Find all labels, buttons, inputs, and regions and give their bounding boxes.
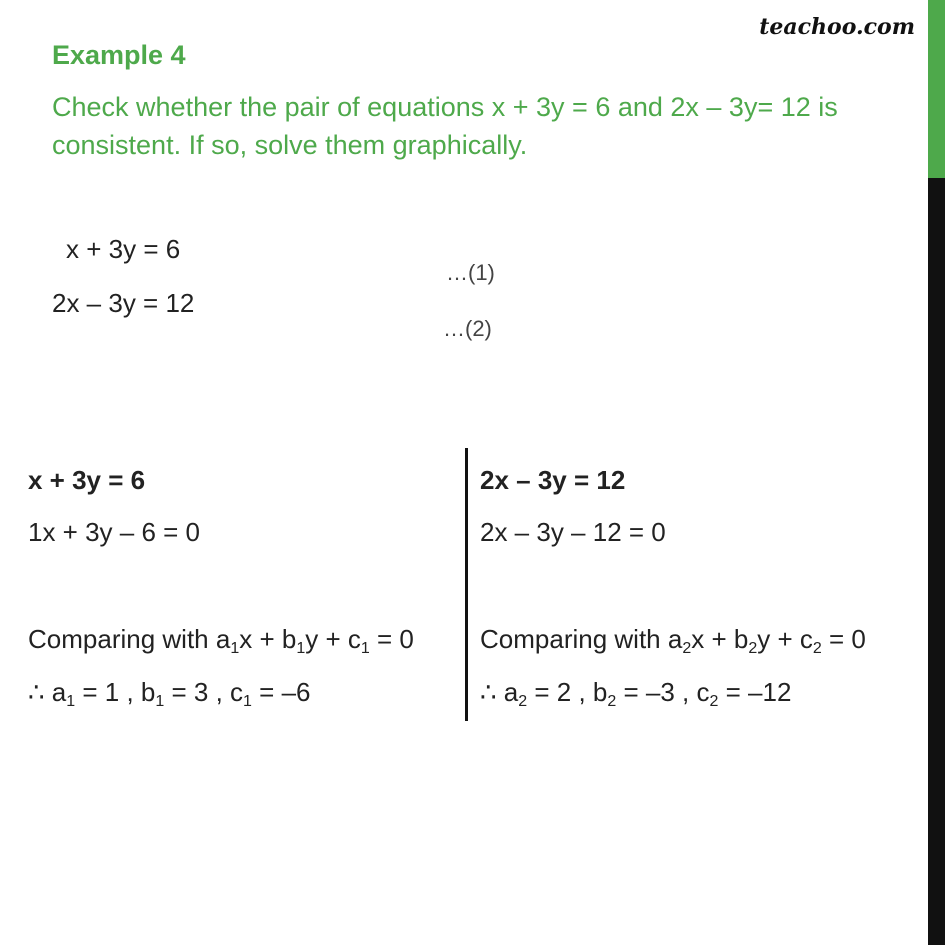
equation-1-ref: …(1) (446, 260, 495, 285)
left-heading: x + 3y = 6 (28, 465, 146, 495)
scrollbar-thumb[interactable] (928, 0, 945, 178)
right-heading: 2x – 3y = 12 (480, 465, 626, 495)
right-coefficients: ∴ $a_2 = 2$ , $b_2 = -3$ , $c_2 = -12$ (480, 677, 792, 710)
left-standard-form: 1x + 3y – 6 = 0 (28, 517, 201, 547)
right-standard-form: 2x – 3y – 12 = 0 (480, 517, 666, 547)
vertical-scrollbar[interactable] (928, 0, 945, 945)
example-title: Example 4 (52, 40, 186, 70)
teachoo-logo: teachoo.com (759, 14, 915, 40)
equation-2: 2x – 3y = 12 (52, 288, 195, 318)
equation-2-ref: …(2) (443, 316, 492, 341)
column-divider (465, 448, 468, 721)
left-comparing-line: Comparing with $a_1x + b_1y + c_1 = 0$ (28, 624, 414, 657)
equation-1: x + 3y = 6 (66, 234, 181, 264)
right-comparing-line: Comparing with $a_2x + b_2y + c_2 = 0$ (480, 624, 866, 657)
left-coefficients: ∴ $a_1 = 1$ , $b_1 = 3$ , $c_1 = -6$ (28, 677, 311, 710)
question-text: Check whether the pair of equations x + 3y = 6 and 2x – 3y= 12 is consistent. If so, solve them graphically. (52, 92, 838, 160)
